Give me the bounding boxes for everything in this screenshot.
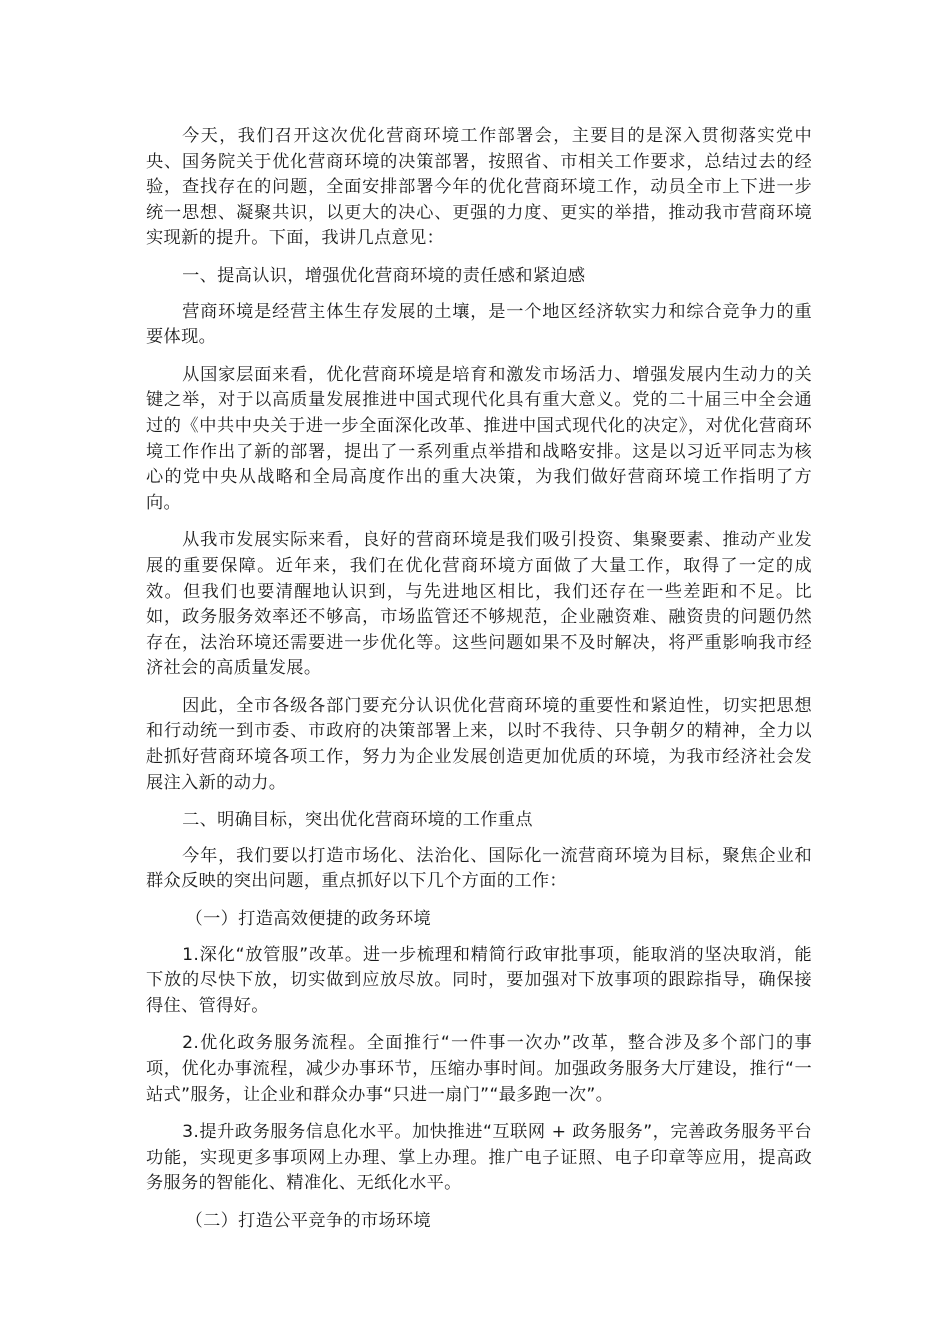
intro-paragraph: 今天，我们召开这次优化营商环境工作部署会，主要目的是深入贯彻落实党中央、国务院关于优化营商环境的决策部署，按照省、市相关工作要求，总结过去的经验，查找存在的问题，全面安排部署今年的优化营商环境工作，动员全市上下进一步统一思想、凝聚共识，以更大的决心、更强的力度、更实的举措，推动我市营商环境实现新的提升。下面，我讲几点意见： <box>146 126 812 249</box>
subsection-heading-1: （一）打造高效便捷的政务环境 <box>185 909 432 930</box>
subsection-heading-2: （二）打造公平竞争的市场环境 <box>185 1210 432 1231</box>
list-item-paragraph: 1.深化“放管服”改革。进一步梳理和精简行政审批事项，能取消的坚决取消，能下放的尽快下放，切实做到应放尽放。同时，要加强对下放事项的跟踪指导，确保接得住、管得好。 <box>146 944 812 1016</box>
body-paragraph: 因此，全市各级各部门要充分认识优化营商环境的重要性和紧迫性，切实把思想和行动统一到市委、市政府的决策部署上来，以时不我待、只争朝夕的精神，全力以赴抓好营商环境各项工作，努力为企业发展创造更加优质的环境，为我市经济社会发展注入新的动力。 <box>146 695 812 793</box>
body-paragraph: 营商环境是经营主体生存发展的土壤，是一个地区经济软实力和综合竞争力的重要体现。 <box>146 301 812 348</box>
section-heading-1: 一、提高认识，增强优化营商环境的责任感和紧迫感 <box>182 265 586 286</box>
document-body <box>146 124 812 1245</box>
section-heading-2: 二、明确目标，突出优化营商环境的工作重点 <box>182 810 533 831</box>
list-item-paragraph: 3.提升政务服务信息化水平。加快推进“互联网 + 政务服务”，完善政务服务平台功能，实现更多事项网上办理、掌上办理。推广电子证照、电子印章等应用，提高政务服务的智能化、精准化、无纸化水平。 <box>146 1122 812 1194</box>
body-paragraph: 今年，我们要以打造市场化、法治化、国际化一流营商环境为目标，聚焦企业和群众反映的突出问题，重点抓好以下几个方面的工作： <box>146 845 812 892</box>
body-paragraph: 从国家层面来看，优化营商环境是培育和激发市场活力、增强发展内生动力的关键之举，对于以高质量发展推进中国式现代化具有重大意义。党的二十届三中全会通过的《中共中央关于进一步全面深化改革、推进中国式现代化的决定》，对优化营商环境工作作出了新的部署，提出了一系列重点举措和战略安排。这是以习近平同志为核心的党中央从战略和全局高度作出的重大决策，为我们做好营商环境工作指明了方向。 <box>146 364 812 513</box>
body-paragraph: 从我市发展实际来看，良好的营商环境是我们吸引投资、集聚要素、推动产业发展的重要保障。近年来，我们在优化营商环境方面做了大量工作，取得了一定的成效。但我们也要清醒地认识到，与先进地区相比，我们还存在一些差距和不足。比如，政务服务效率还不够高，市场监管还不够规范，企业融资难、融资贵的问题仍然存在，法治环境还需要进一步优化等。这些问题如果不及时解决，将严重影响我市经济社会的高质量发展。 <box>146 530 812 679</box>
list-item-paragraph: 2.优化政务服务流程。全面推行“一件事一次办”改革，整合涉及多个部门的事项，优化办事流程，减少办事环节，压缩办事时间。加强政务服务大厅建设，推行“一站式”服务，让企业和群众办事“只进一扇门”“最多跑一次”。 <box>146 1033 812 1105</box>
